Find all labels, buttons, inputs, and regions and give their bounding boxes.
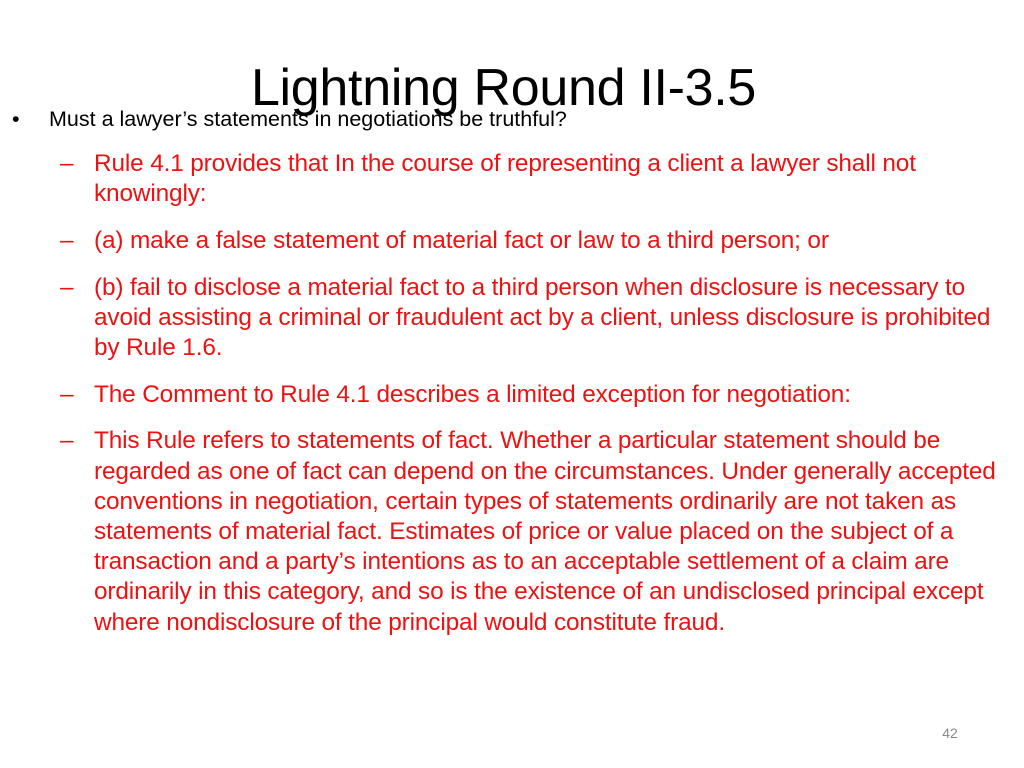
- dash-marker: –: [60, 273, 74, 301]
- sub-bullet-text: (a) make a false statement of material fact or law to a third person; or: [94, 226, 829, 254]
- sub-bullet-a: [60, 226, 996, 256]
- sub-bullet-comment: [60, 380, 996, 410]
- bullet-marker: •: [12, 107, 20, 131]
- dash-marker: –: [60, 427, 74, 455]
- sub-bullet-text: Rule 4.1 provides that In the course of representing a client a lawyer shall not knowingly:: [94, 150, 916, 208]
- sub-bullet-b: [60, 273, 996, 364]
- sub-bullet-rule-4-1: [60, 149, 996, 209]
- sub-bullet-statements-of-fact: [60, 426, 996, 637]
- sub-bullet-text: This Rule refers to statements of fact. Whether a particular statement should be regarded as one of fact can depend on the circumstances. Under generally accepted conventions in negotiation, certain types of statements ordinarily are not taken as statements of material fact. Estimates of price or value placed on the subject of a transaction and a party’s intentions as to an acceptable settlement of a claim are ordinarily in this category, and so is the existence of an undisclosed principal except where nondisclosure of the principal would constitute fraud.: [94, 427, 996, 636]
- sub-bullet-text: (b) fail to disclose a material fact to a third person when disclosure is necessary to avoid assisting a criminal or fraudulent act by a client, unless disclosure is prohibited by Rule 1.6.: [94, 273, 991, 362]
- bullet-question: [12, 104, 1002, 134]
- dash-marker: –: [60, 150, 74, 177]
- bullet-text: Must a lawyer’s statements in negotiations be truthful?: [49, 107, 567, 131]
- page-number: 42: [942, 725, 958, 741]
- sub-bullet-text: The Comment to Rule 4.1 describes a limited exception for negotiation:: [94, 380, 851, 408]
- dash-marker: –: [60, 380, 74, 408]
- slide-title: Lightning Round II-3.5: [250, 58, 757, 117]
- dash-marker: –: [60, 226, 74, 254]
- sub-bullet-list: [60, 149, 996, 654]
